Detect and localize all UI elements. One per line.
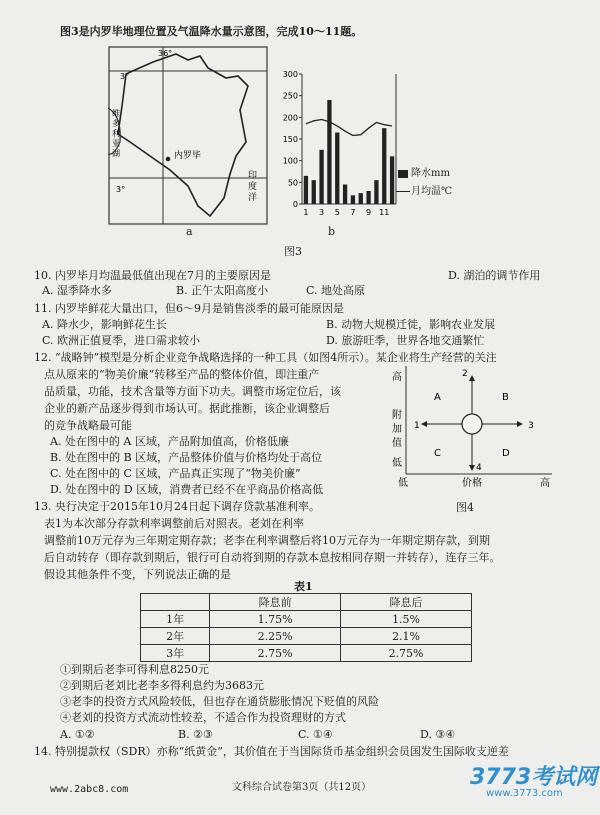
x-tick-label: 11 <box>379 208 390 217</box>
statement-4: ④老刘的投资方式流动性较差，不适合作为投资理财的方式 <box>60 711 346 724</box>
lake-label: 维多利亚湖 <box>112 109 120 158</box>
q11-option-c: C. 欧洲正值夏季，进口需求较小 <box>42 334 201 347</box>
y-tick-label: 200 <box>282 113 298 123</box>
y-tick-label: 100 <box>282 156 298 166</box>
rain-bar <box>327 100 331 204</box>
page-footer: 文科综合试卷第3页（共12页） <box>232 782 372 793</box>
rate-table <box>140 593 472 662</box>
x-tick-label: 3 <box>319 208 325 217</box>
temp-legend-label: 月均温℃ <box>411 186 453 197</box>
q14-stem: 14. 特别提款权（SDR）亦称“纸黄金”，其价值在于当国际货币基金组织会员国发生国际收支逆差 <box>34 745 509 758</box>
kenya-map <box>108 46 270 234</box>
q12-option-b: B. 处在图中的 B 区域，产品整体价值与价格均处于高位 <box>50 451 323 464</box>
table-cell: 2.25% <box>210 628 341 645</box>
q10-option-c: C. 地处高原 <box>306 284 366 297</box>
table-cell: 3年 <box>141 645 210 662</box>
q12-line-4: 企业的新产品逐步得到市场认可。据此推断，该企业调整后 <box>44 402 330 415</box>
watermark-left: www.2abc8.com <box>50 784 129 795</box>
table-row <box>141 628 472 645</box>
q12-line-1: 12. “战略钟”模型是分析企业竞争战略选择的一种工具（如图4所示）。某企业将生产经营的关注 <box>34 351 497 364</box>
rain-bar <box>382 128 386 204</box>
q13-line-3: 调整前10万元存为三年期定期存款；老李在利率调整后将10万元存为一年期定期存款，到期 <box>44 534 490 547</box>
table-header-row <box>141 594 472 611</box>
region-a: A <box>434 392 441 403</box>
nairobi-label: 内罗毕 <box>174 151 202 161</box>
x-axis-mid: 价格 <box>462 478 482 489</box>
q12-option-a: A. 处在图中的 A 区域，产品附加值高，价格低廉 <box>50 435 289 448</box>
y-axis-low: 低 <box>392 458 402 469</box>
q10-stem: 10. 内罗毕月均温最低值出现在7月的主要原因是 <box>34 269 271 282</box>
q11-option-b: B. 动物大规模迁徙，影响农业发展 <box>326 318 496 331</box>
x-axis-high: 高 <box>540 478 550 489</box>
x-tick-label: 7 <box>350 208 356 217</box>
y-axis-char-2: 加 <box>392 424 402 435</box>
region-c: C <box>434 448 441 459</box>
table-header-cell <box>141 594 210 611</box>
lat-label-north: 3° <box>120 72 130 81</box>
arrow-label-4: 4 <box>476 463 482 473</box>
table-row <box>141 611 472 628</box>
q12-line-2: 点从原来的“物美价廉”转移至产品的整体价值，即注重产 <box>44 368 320 381</box>
q13-line-4: 后自动转存（即存款到期后，银行可自动将到期的存款本息按相同存期一并转存），连存三年。 <box>44 551 501 564</box>
watermark-url: www.3773.com <box>486 788 563 799</box>
brand-logo: 3773考试网 <box>470 765 598 790</box>
table-cell: 1.5% <box>341 611 472 628</box>
kenya-border <box>118 54 248 216</box>
table-title: 表1 <box>294 580 313 593</box>
lon-label: 36° <box>158 49 173 58</box>
q12-line-5: 的竞争战略最可能 <box>44 419 132 432</box>
nairobi-dot <box>166 157 171 162</box>
q11-option-a: A. 降水少，影响鲜花生长 <box>42 318 167 331</box>
table-header-cell: 降息前 <box>210 594 341 611</box>
x-tick-label: 9 <box>366 208 372 217</box>
rain-legend-swatch <box>398 170 408 178</box>
statement-1: ①到期后老李可得利息8250元 <box>60 663 209 676</box>
climate-chart <box>274 64 434 224</box>
y-axis-char-1: 附 <box>392 410 402 421</box>
y-axis-char-3: 值 <box>392 438 402 449</box>
rain-legend-label: 降水mm <box>411 168 450 179</box>
temperature-line <box>306 120 392 136</box>
table-cell: 1.75% <box>210 611 341 628</box>
x-tick-label: 1 <box>303 208 309 217</box>
rain-bar <box>335 133 339 205</box>
q10-option-d: D. 湖泊的调节作用 <box>448 269 541 282</box>
q13-line-2: 表1为本次部分存款利率调整前后对照表。老刘在利率 <box>44 517 304 530</box>
map-frame <box>109 47 267 224</box>
rain-bar <box>366 191 370 204</box>
y-axis-high: 高 <box>392 372 402 383</box>
rain-bar <box>304 176 308 204</box>
rain-bar <box>359 193 363 204</box>
q10-option-b: B. 正午太阳高度小 <box>176 284 269 297</box>
q10-option-a: A. 湿季降水多 <box>42 284 112 297</box>
x-tick-label: 5 <box>334 208 340 217</box>
rain-bar <box>343 185 347 205</box>
q13-option-d: D. ③④ <box>420 728 456 741</box>
intro-text: 图3是内罗毕地理位置及气温降水量示意图，完成10～11题。 <box>60 25 363 38</box>
y-tick-label: 150 <box>282 135 298 144</box>
table-row <box>141 645 472 662</box>
lat-label-south: 3° <box>116 185 126 194</box>
arrow-label-1: 1 <box>414 421 420 431</box>
q13-option-c: C. ①④ <box>298 728 333 741</box>
ocean-label: 印度洋 <box>248 171 258 203</box>
rain-bar <box>374 180 378 204</box>
region-b: B <box>502 392 509 403</box>
fig3-caption: 图3 <box>284 245 302 258</box>
strategy-clock <box>392 362 560 497</box>
table-cell: 2.75% <box>341 645 472 662</box>
chart-caption: b <box>328 225 336 238</box>
q11-option-d: D. 旅游旺季，世界各地交通繁忙 <box>326 334 485 347</box>
q13-line-1: 13. 央行决定于2015年10月24日起下调存贷款基准利率。 <box>34 500 320 513</box>
q12-option-d: D. 处在图中的 D 区域，消费者已经不在乎商品价格高低 <box>50 483 324 496</box>
q13-option-b: B. ②③ <box>178 728 213 741</box>
table-header-cell: 降息后 <box>341 594 472 611</box>
x-axis-low: 低 <box>398 478 408 489</box>
statement-2: ②到期后老刘比老李多得利息约为3683元 <box>60 679 264 692</box>
q12-line-3: 品质量，功能，技术含量等方面下功夫。调整市场定位后，该 <box>44 385 341 398</box>
y-tick-label: 50 <box>287 178 298 188</box>
q12-option-c: C. 处在图中的 C 区域，产品真正实现了“物美价廉” <box>50 467 301 480</box>
y-tick-label: 300 <box>282 70 298 79</box>
arrow-label-3: 3 <box>528 421 534 431</box>
table-cell: 2.1% <box>341 628 472 645</box>
rain-bar <box>351 195 355 204</box>
arrow-label-2: 2 <box>462 369 468 379</box>
rain-bar <box>319 150 323 204</box>
q13-option-a: A. ①② <box>60 728 95 741</box>
fig4-caption: 图4 <box>456 501 474 514</box>
q11-stem: 11. 内罗毕鲜花大量出口，但6～9月是销售淡季的最可能原因是 <box>34 302 344 315</box>
y-tick-label: 0 <box>292 200 298 209</box>
statement-3: ③老李的投资方式风险较低，但也存在通货膨胀情况下贬值的风险 <box>60 695 379 708</box>
region-d: D <box>502 448 510 459</box>
table-cell: 2年 <box>141 628 210 645</box>
rain-bar <box>390 156 394 204</box>
temp-legend-swatch <box>396 191 410 192</box>
y-tick-label: 250 <box>282 91 298 101</box>
table-cell: 1年 <box>141 611 210 628</box>
table-cell: 2.75% <box>210 645 341 662</box>
center-circle <box>462 414 482 434</box>
rain-bar <box>312 180 316 204</box>
q13-line-5: 假设其他条件不变，下列说法正确的是 <box>44 568 231 581</box>
map-caption: a <box>186 225 193 238</box>
